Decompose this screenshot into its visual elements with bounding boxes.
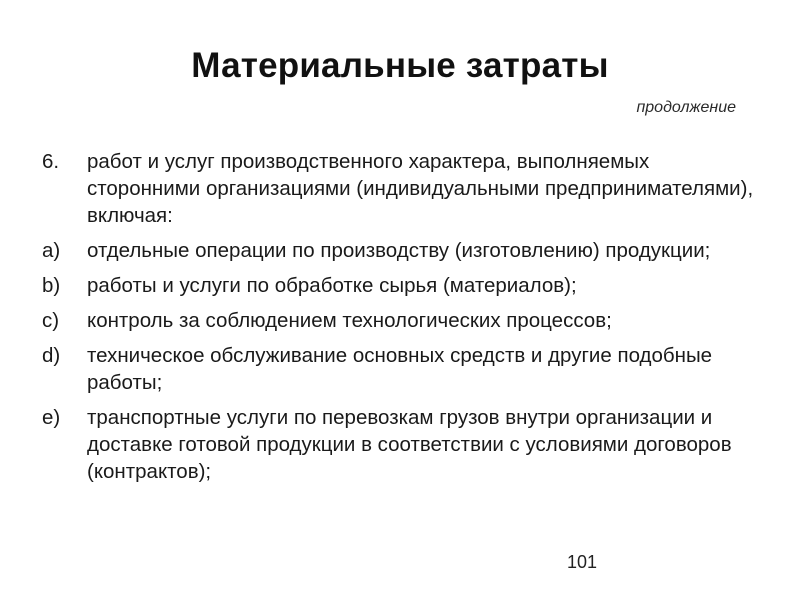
list-item xyxy=(42,237,762,264)
slide-title: Материальные затраты xyxy=(191,46,609,85)
page-number: 101 xyxy=(567,552,598,572)
item-text: работ и услуг производственного характера, выполняемых сторонними организациями (индивидуальными предпринимателями), включая: xyxy=(87,150,754,227)
item-marker: e) xyxy=(42,406,61,429)
item-marker: c) xyxy=(42,309,60,332)
item-text: работы и услуги по обработке сырья (материалов); xyxy=(87,274,577,297)
item-marker: d) xyxy=(42,344,61,367)
item-text: отдельные операции по производству (изготовлению) продукции; xyxy=(87,239,711,262)
item-text: контроль за соблюдением технологических процессов; xyxy=(87,309,612,332)
item-marker: b) xyxy=(42,274,61,297)
list-item xyxy=(42,272,762,299)
item-marker: 6. xyxy=(42,150,60,173)
list-item xyxy=(42,307,762,334)
list-item xyxy=(42,342,762,396)
item-list xyxy=(42,148,762,493)
item-text: транспортные услуги по перевозкам грузов внутри организации и доставке готовой продукции в соответствии с условиями договоров (контрактов); xyxy=(87,406,732,483)
list-item xyxy=(42,148,762,229)
item-text: техническое обслуживание основных средств и другие подобные работы; xyxy=(87,344,713,394)
item-marker: a) xyxy=(42,239,61,262)
slide-subtitle: продолжение xyxy=(636,99,736,116)
list-item xyxy=(42,404,762,485)
